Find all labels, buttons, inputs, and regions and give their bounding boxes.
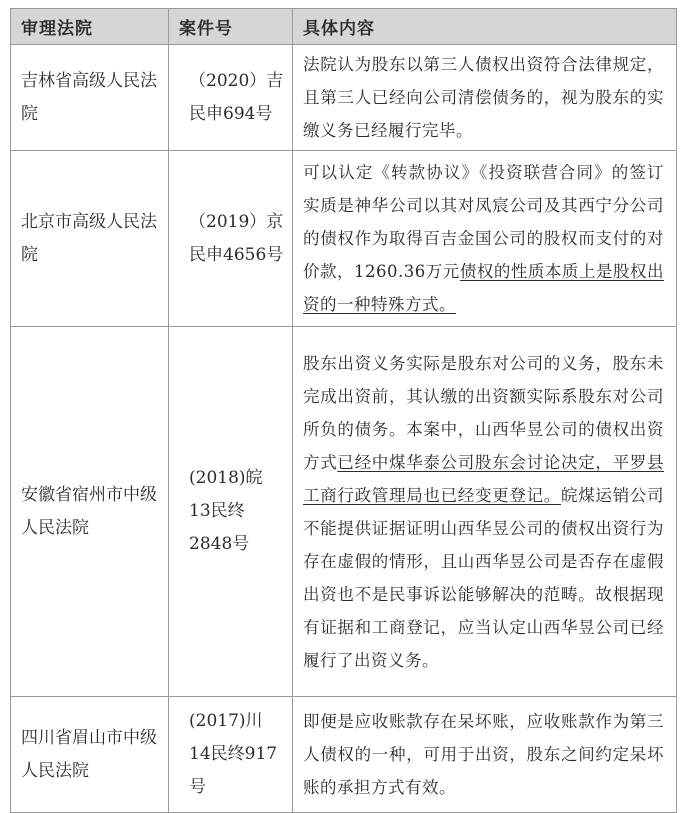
content-text: 股东出资义务实际是股东对公司的义务，股东未完成出资前，其认缴的出资额实际系股东对公司所负的债务。本案中，山西华昱公司的债权出资方式 <box>303 353 664 472</box>
court-cell: 吉林省高级人民法院 <box>11 45 169 151</box>
court-cell: 四川省眉山市中级人民法院 <box>11 697 169 813</box>
header-court: 审理法院 <box>11 9 169 45</box>
content-text: 可以认定《转款协议》《投资联营合同》的签订实质是神华公司以其对凤宸公司及其西宁分公司的债权作为取得百吉金国公司的股权而支付的对价款，1260.36万元 <box>303 163 664 281</box>
content-underlined-text: 债权的性质本质上是股权出资的一种特殊方式。 <box>303 262 664 314</box>
content-cell <box>293 327 677 697</box>
table-row <box>11 45 677 151</box>
table-row <box>11 697 677 813</box>
case-number-cell: （2019）京民申4656号 <box>169 151 293 327</box>
header-row <box>11 9 677 45</box>
content-cell <box>293 151 677 327</box>
court-cell: 北京市高级人民法院 <box>11 151 169 327</box>
header-case-number: 案件号 <box>169 9 293 45</box>
content-underlined-text: 已经中煤华泰公司股东会讨论决定，平罗县工商行政管理局也已经变更登记。 <box>303 452 665 505</box>
court-cell: 安徽省宿州市中级人民法院 <box>11 327 169 697</box>
case-table <box>10 8 677 813</box>
case-number-cell: (2017)川14民终917号 <box>169 697 293 813</box>
content-cell: 即便是应收账款存在呆坏账，应收账款作为第三人债权的一种，可用于出资，股东之间约定呆坏账的承担方式有效。 <box>293 697 677 813</box>
case-number-cell: (2018)皖13民终2848号 <box>169 327 293 697</box>
content-text-continued: 皖煤运销公司不能提供证据证明山西华昱公司的债权出资行为存在虚假的情形，且山西华昱公司是否存在虚假出资也不是民事诉讼能够解决的范畴。故根据现有证据和工商登记，应当认定山西华昱公司已经履行了出资义务。 <box>303 485 665 670</box>
header-content: 具体内容 <box>293 9 677 45</box>
content-cell: 法院认为股东以第三人债权出资符合法律规定，且第三人已经向公司清偿债务的，视为股东的实缴义务已经履行完毕。 <box>293 45 677 151</box>
case-number-cell: （2020）吉民申694号 <box>169 45 293 151</box>
table-row <box>11 327 677 697</box>
table-row <box>11 151 677 327</box>
